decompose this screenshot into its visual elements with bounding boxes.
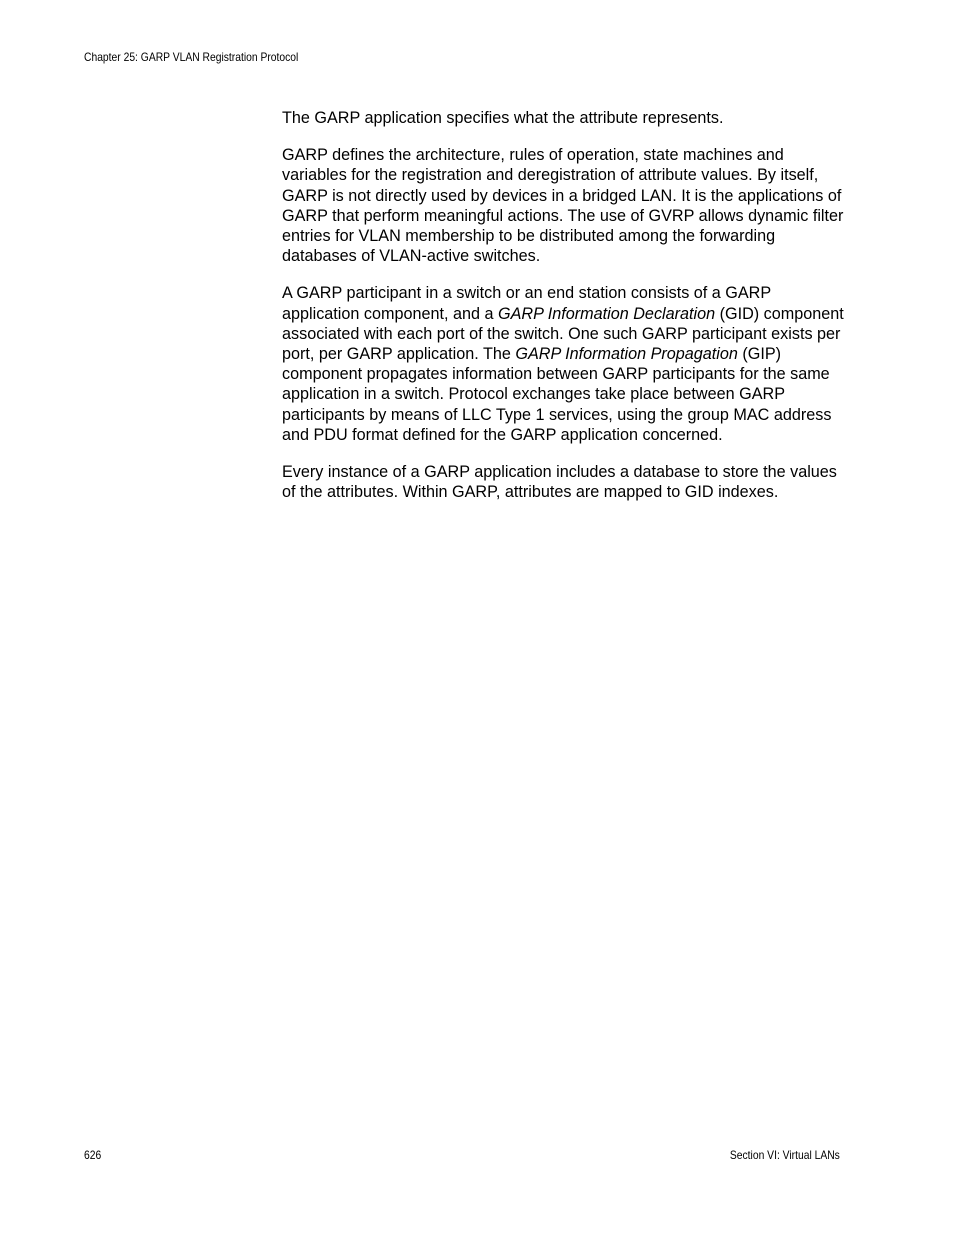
running-header: Chapter 25: GARP VLAN Registration Protocol xyxy=(84,50,299,64)
paragraph-2: GARP defines the architecture, rules of operation, state machines and variables for the registration and deregistration of attribute values. By itself, GARP is not directly used by devices in a bridged LAN. It is the applications of GARP that perform meaningful actions. The use of GVRP allows dynamic filter entries for VLAN membership to be distributed among the forwarding databases of VLAN-active switches. xyxy=(282,146,844,266)
paragraph-3-part-1: A GARP participant in a switch or an end station consists of a GARP application component, and a xyxy=(282,284,771,323)
page-number: 626 xyxy=(84,1148,102,1162)
section-title: Section VI: Virtual LANs xyxy=(730,1148,840,1162)
body-text xyxy=(282,108,847,519)
paragraph-1: The GARP application specifies what the attribute represents. xyxy=(282,109,724,127)
term-gip: GARP Information Propagation xyxy=(515,345,738,364)
paragraph-3-part-2: (GID) component associated with each port of the switch. One such GARP participant exists per port, per GARP application. The xyxy=(282,304,844,364)
paragraph-4: Every instance of a GARP application includes a database to store the values of the attributes. Within GARP, attributes are mapped to GID indexes. xyxy=(282,463,837,502)
paragraph-3-part-3: (GIP) component propagates information between GARP participants for the same application in a switch. Protocol exchanges take place between GARP participants by means of LLC Type 1 services, using the group MAC address and PDU format defined for the GARP application concerned. xyxy=(282,345,832,444)
paragraph-3 xyxy=(282,283,847,445)
term-gid: GARP Information Declaration xyxy=(498,304,716,323)
